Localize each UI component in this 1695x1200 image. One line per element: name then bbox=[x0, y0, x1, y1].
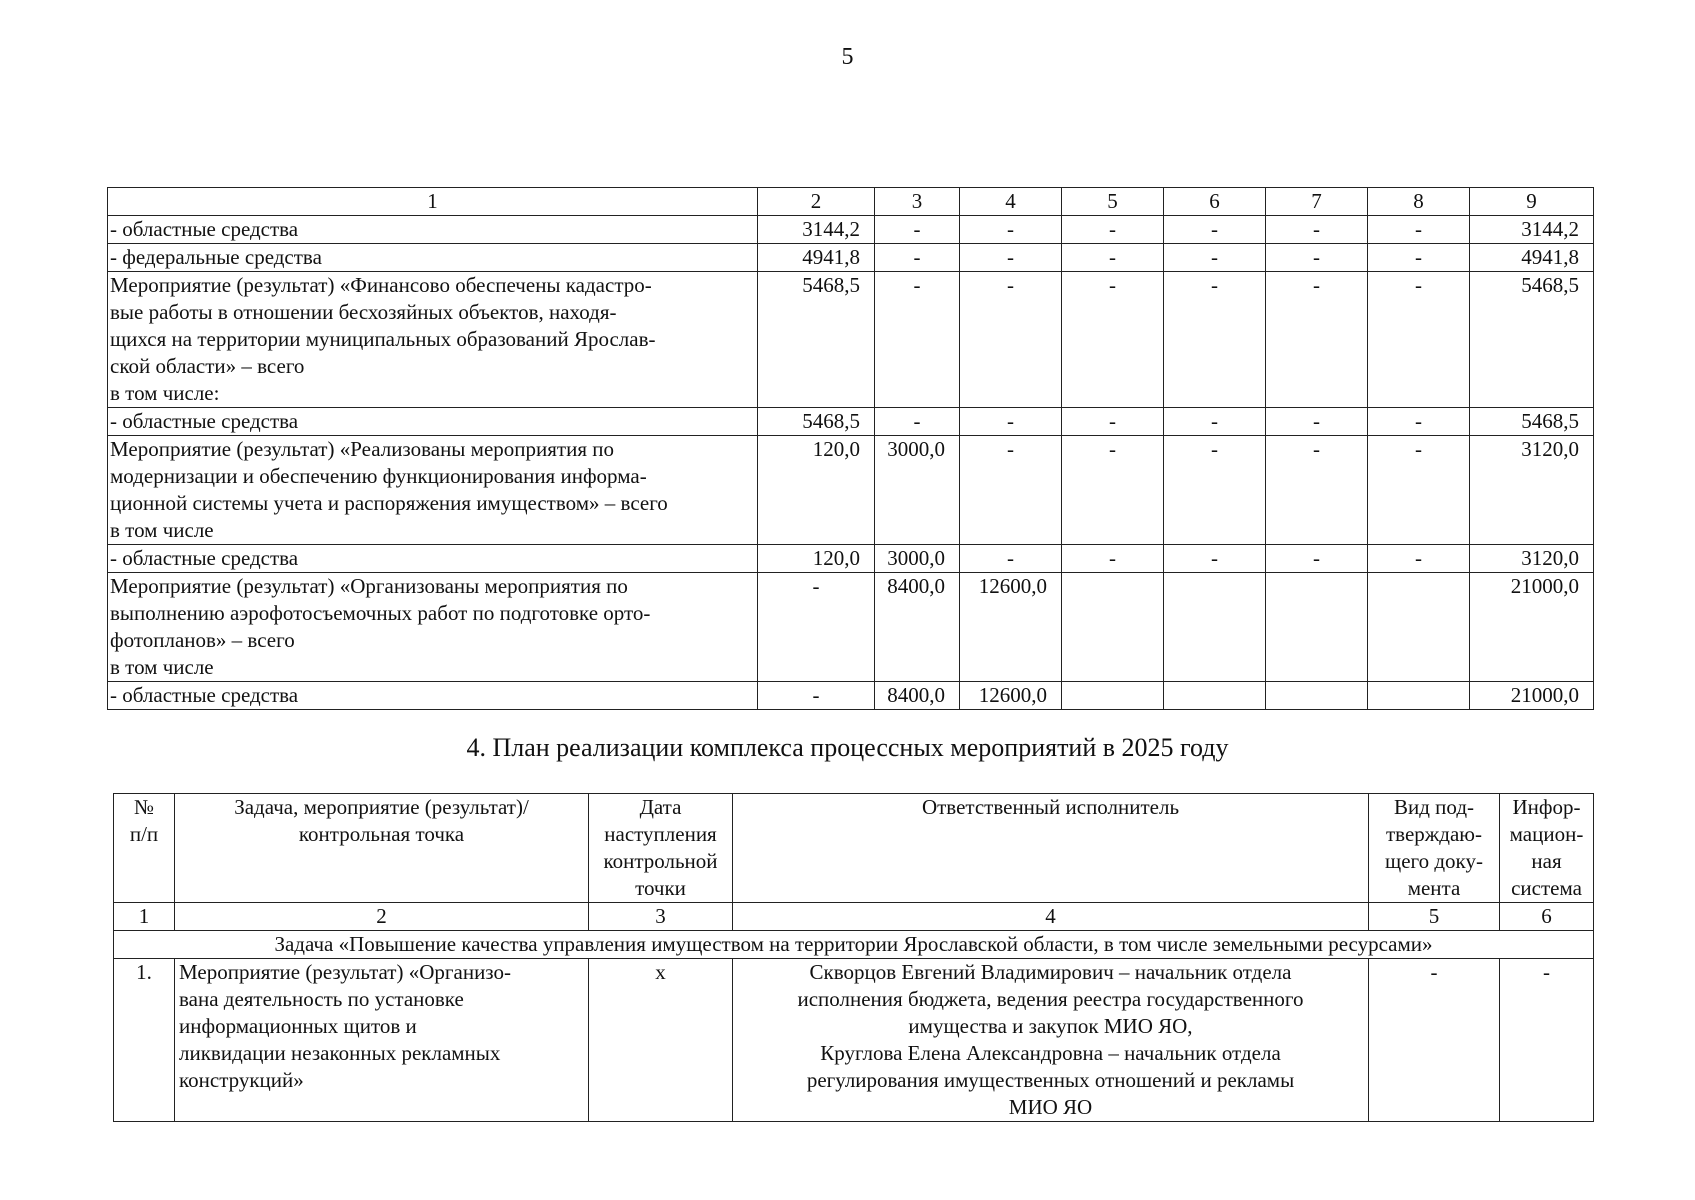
value-cell: - bbox=[1368, 545, 1470, 573]
value-cell: - bbox=[960, 545, 1062, 573]
value-cell: 3144,2 bbox=[758, 216, 875, 244]
row-label: Мероприятие (результат) «Реализованы мероприятия по модернизации и обеспечению функционирования информа- ционной системы учета и распоряжения имуществом» – всего в том числе bbox=[108, 436, 758, 545]
value-cell: - bbox=[1266, 216, 1368, 244]
value-cell: - bbox=[960, 216, 1062, 244]
value-cell: - bbox=[1368, 272, 1470, 408]
value-cell: - bbox=[1164, 244, 1266, 272]
value-cell: 12600,0 bbox=[960, 573, 1062, 682]
value-cell: 3000,0 bbox=[875, 436, 960, 545]
row-number: 1. bbox=[114, 959, 175, 1122]
value-cell: - bbox=[960, 244, 1062, 272]
budget-table-header-row bbox=[108, 188, 1594, 216]
column-number: 1 bbox=[114, 903, 175, 931]
row-label: - областные средства bbox=[108, 682, 758, 710]
column-number: 7 bbox=[1266, 188, 1368, 216]
value-cell: - bbox=[1062, 244, 1164, 272]
value-cell: - bbox=[875, 244, 960, 272]
column-number: 2 bbox=[175, 903, 589, 931]
budget-row bbox=[108, 545, 1594, 573]
activity-row bbox=[114, 959, 1594, 1122]
value-cell: 5468,5 bbox=[758, 272, 875, 408]
budget-table bbox=[107, 187, 1594, 710]
column-number: 3 bbox=[589, 903, 733, 931]
column-number: 6 bbox=[1500, 903, 1594, 931]
budget-row bbox=[108, 682, 1594, 710]
plan-table-header-row bbox=[114, 794, 1594, 903]
value-cell bbox=[1368, 573, 1470, 682]
value-cell: 5468,5 bbox=[1470, 272, 1594, 408]
column-number: 3 bbox=[875, 188, 960, 216]
value-cell: - bbox=[758, 682, 875, 710]
value-cell: - bbox=[1164, 436, 1266, 545]
value-cell: - bbox=[1266, 272, 1368, 408]
column-number: 5 bbox=[1062, 188, 1164, 216]
value-cell: - bbox=[875, 408, 960, 436]
budget-row bbox=[108, 216, 1594, 244]
header-number: № п/п bbox=[114, 794, 175, 903]
value-cell bbox=[1164, 573, 1266, 682]
value-cell: - bbox=[1164, 272, 1266, 408]
value-cell: 4941,8 bbox=[758, 244, 875, 272]
row-label: Мероприятие (результат) «Финансово обеспечены кадастро- вые работы в отношении бесхозяйных объектов, находя- щихся на территории муниципальных образований Ярослав- ской области» – всего в том числе: bbox=[108, 272, 758, 408]
value-cell: - bbox=[1062, 272, 1164, 408]
value-cell: - bbox=[1062, 408, 1164, 436]
row-label: - федеральные средства bbox=[108, 244, 758, 272]
value-cell: 8400,0 bbox=[875, 682, 960, 710]
value-cell: - bbox=[1266, 436, 1368, 545]
activity-text: Мероприятие (результат) «Организо- вана деятельность по установке информационных щитов и ликвидации незаконных рекламных конструкций» bbox=[175, 959, 589, 1122]
value-cell: 3120,0 bbox=[1470, 545, 1594, 573]
column-number: 9 bbox=[1470, 188, 1594, 216]
value-cell: 5468,5 bbox=[1470, 408, 1594, 436]
value-cell: 4941,8 bbox=[1470, 244, 1594, 272]
value-cell bbox=[1164, 682, 1266, 710]
value-cell: - bbox=[1164, 408, 1266, 436]
budget-row bbox=[108, 573, 1594, 682]
plan-table bbox=[113, 793, 1594, 1122]
value-cell: - bbox=[1368, 408, 1470, 436]
row-label: - областные средства bbox=[108, 216, 758, 244]
value-cell: 120,0 bbox=[758, 545, 875, 573]
section-title: 4. План реализации комплекса процессных мероприятий в 2025 году bbox=[466, 733, 1229, 762]
row-label: Мероприятие (результат) «Организованы мероприятия по выполнению аэрофотосъемочных работ по подготовке орто- фотопланов» – всего в том числе bbox=[108, 573, 758, 682]
value-cell bbox=[1062, 573, 1164, 682]
row-label: - областные средства bbox=[108, 408, 758, 436]
value-cell bbox=[1266, 682, 1368, 710]
value-cell: - bbox=[1062, 216, 1164, 244]
value-cell: - bbox=[875, 216, 960, 244]
column-number: 8 bbox=[1368, 188, 1470, 216]
value-cell: 12600,0 bbox=[960, 682, 1062, 710]
value-cell: - bbox=[960, 272, 1062, 408]
value-cell: - bbox=[1062, 436, 1164, 545]
info-system: - bbox=[1500, 959, 1594, 1122]
value-cell: 21000,0 bbox=[1470, 573, 1594, 682]
checkpoint-date: x bbox=[589, 959, 733, 1122]
value-cell: - bbox=[1266, 244, 1368, 272]
document-type: - bbox=[1369, 959, 1500, 1122]
header-executor: Ответственный исполнитель bbox=[733, 794, 1369, 903]
value-cell bbox=[1368, 682, 1470, 710]
value-cell: - bbox=[1368, 436, 1470, 545]
row-label: - областные средства bbox=[108, 545, 758, 573]
column-number: 1 bbox=[108, 188, 758, 216]
value-cell bbox=[1266, 573, 1368, 682]
value-cell: 3120,0 bbox=[1470, 436, 1594, 545]
value-cell: - bbox=[1266, 408, 1368, 436]
value-cell: 3144,2 bbox=[1470, 216, 1594, 244]
value-cell: - bbox=[1266, 545, 1368, 573]
value-cell: 5468,5 bbox=[758, 408, 875, 436]
value-cell: - bbox=[960, 408, 1062, 436]
column-number: 5 bbox=[1369, 903, 1500, 931]
column-number: 6 bbox=[1164, 188, 1266, 216]
budget-row bbox=[108, 436, 1594, 545]
plan-table-number-row bbox=[114, 903, 1594, 931]
value-cell: - bbox=[960, 436, 1062, 545]
value-cell: - bbox=[1164, 545, 1266, 573]
value-cell: - bbox=[1062, 545, 1164, 573]
header-info-system: Инфор- мацион- ная система bbox=[1500, 794, 1594, 903]
header-document-type: Вид под- тверждаю- щего доку- мента bbox=[1369, 794, 1500, 903]
column-number: 2 bbox=[758, 188, 875, 216]
value-cell: 120,0 bbox=[758, 436, 875, 545]
value-cell: 3000,0 bbox=[875, 545, 960, 573]
value-cell: - bbox=[875, 272, 960, 408]
value-cell bbox=[1062, 682, 1164, 710]
header-task: Задача, мероприятие (результат)/ контрольная точка bbox=[175, 794, 589, 903]
value-cell: - bbox=[1164, 216, 1266, 244]
task-row bbox=[114, 931, 1594, 959]
responsible-executor: Скворцов Евгений Владимирович – начальник отдела исполнения бюджета, ведения реестра государственного имущества и закупок МИО ЯО, Круглова Елена Александровна – начальник отдела регулирования имущественных отношений и рекламы МИО ЯО bbox=[733, 959, 1369, 1122]
budget-row bbox=[108, 272, 1594, 408]
value-cell: - bbox=[1368, 244, 1470, 272]
page-number: 5 bbox=[841, 44, 854, 70]
budget-row bbox=[108, 408, 1594, 436]
value-cell: 8400,0 bbox=[875, 573, 960, 682]
column-number: 4 bbox=[960, 188, 1062, 216]
task-title: Задача «Повышение качества управления имуществом на территории Ярославской области, в том числе земельными ресурсами» bbox=[114, 931, 1594, 959]
header-date: Дата наступления контрольной точки bbox=[589, 794, 733, 903]
budget-row bbox=[108, 244, 1594, 272]
value-cell: - bbox=[1368, 216, 1470, 244]
value-cell: 21000,0 bbox=[1470, 682, 1594, 710]
value-cell: - bbox=[758, 573, 875, 682]
column-number: 4 bbox=[733, 903, 1369, 931]
